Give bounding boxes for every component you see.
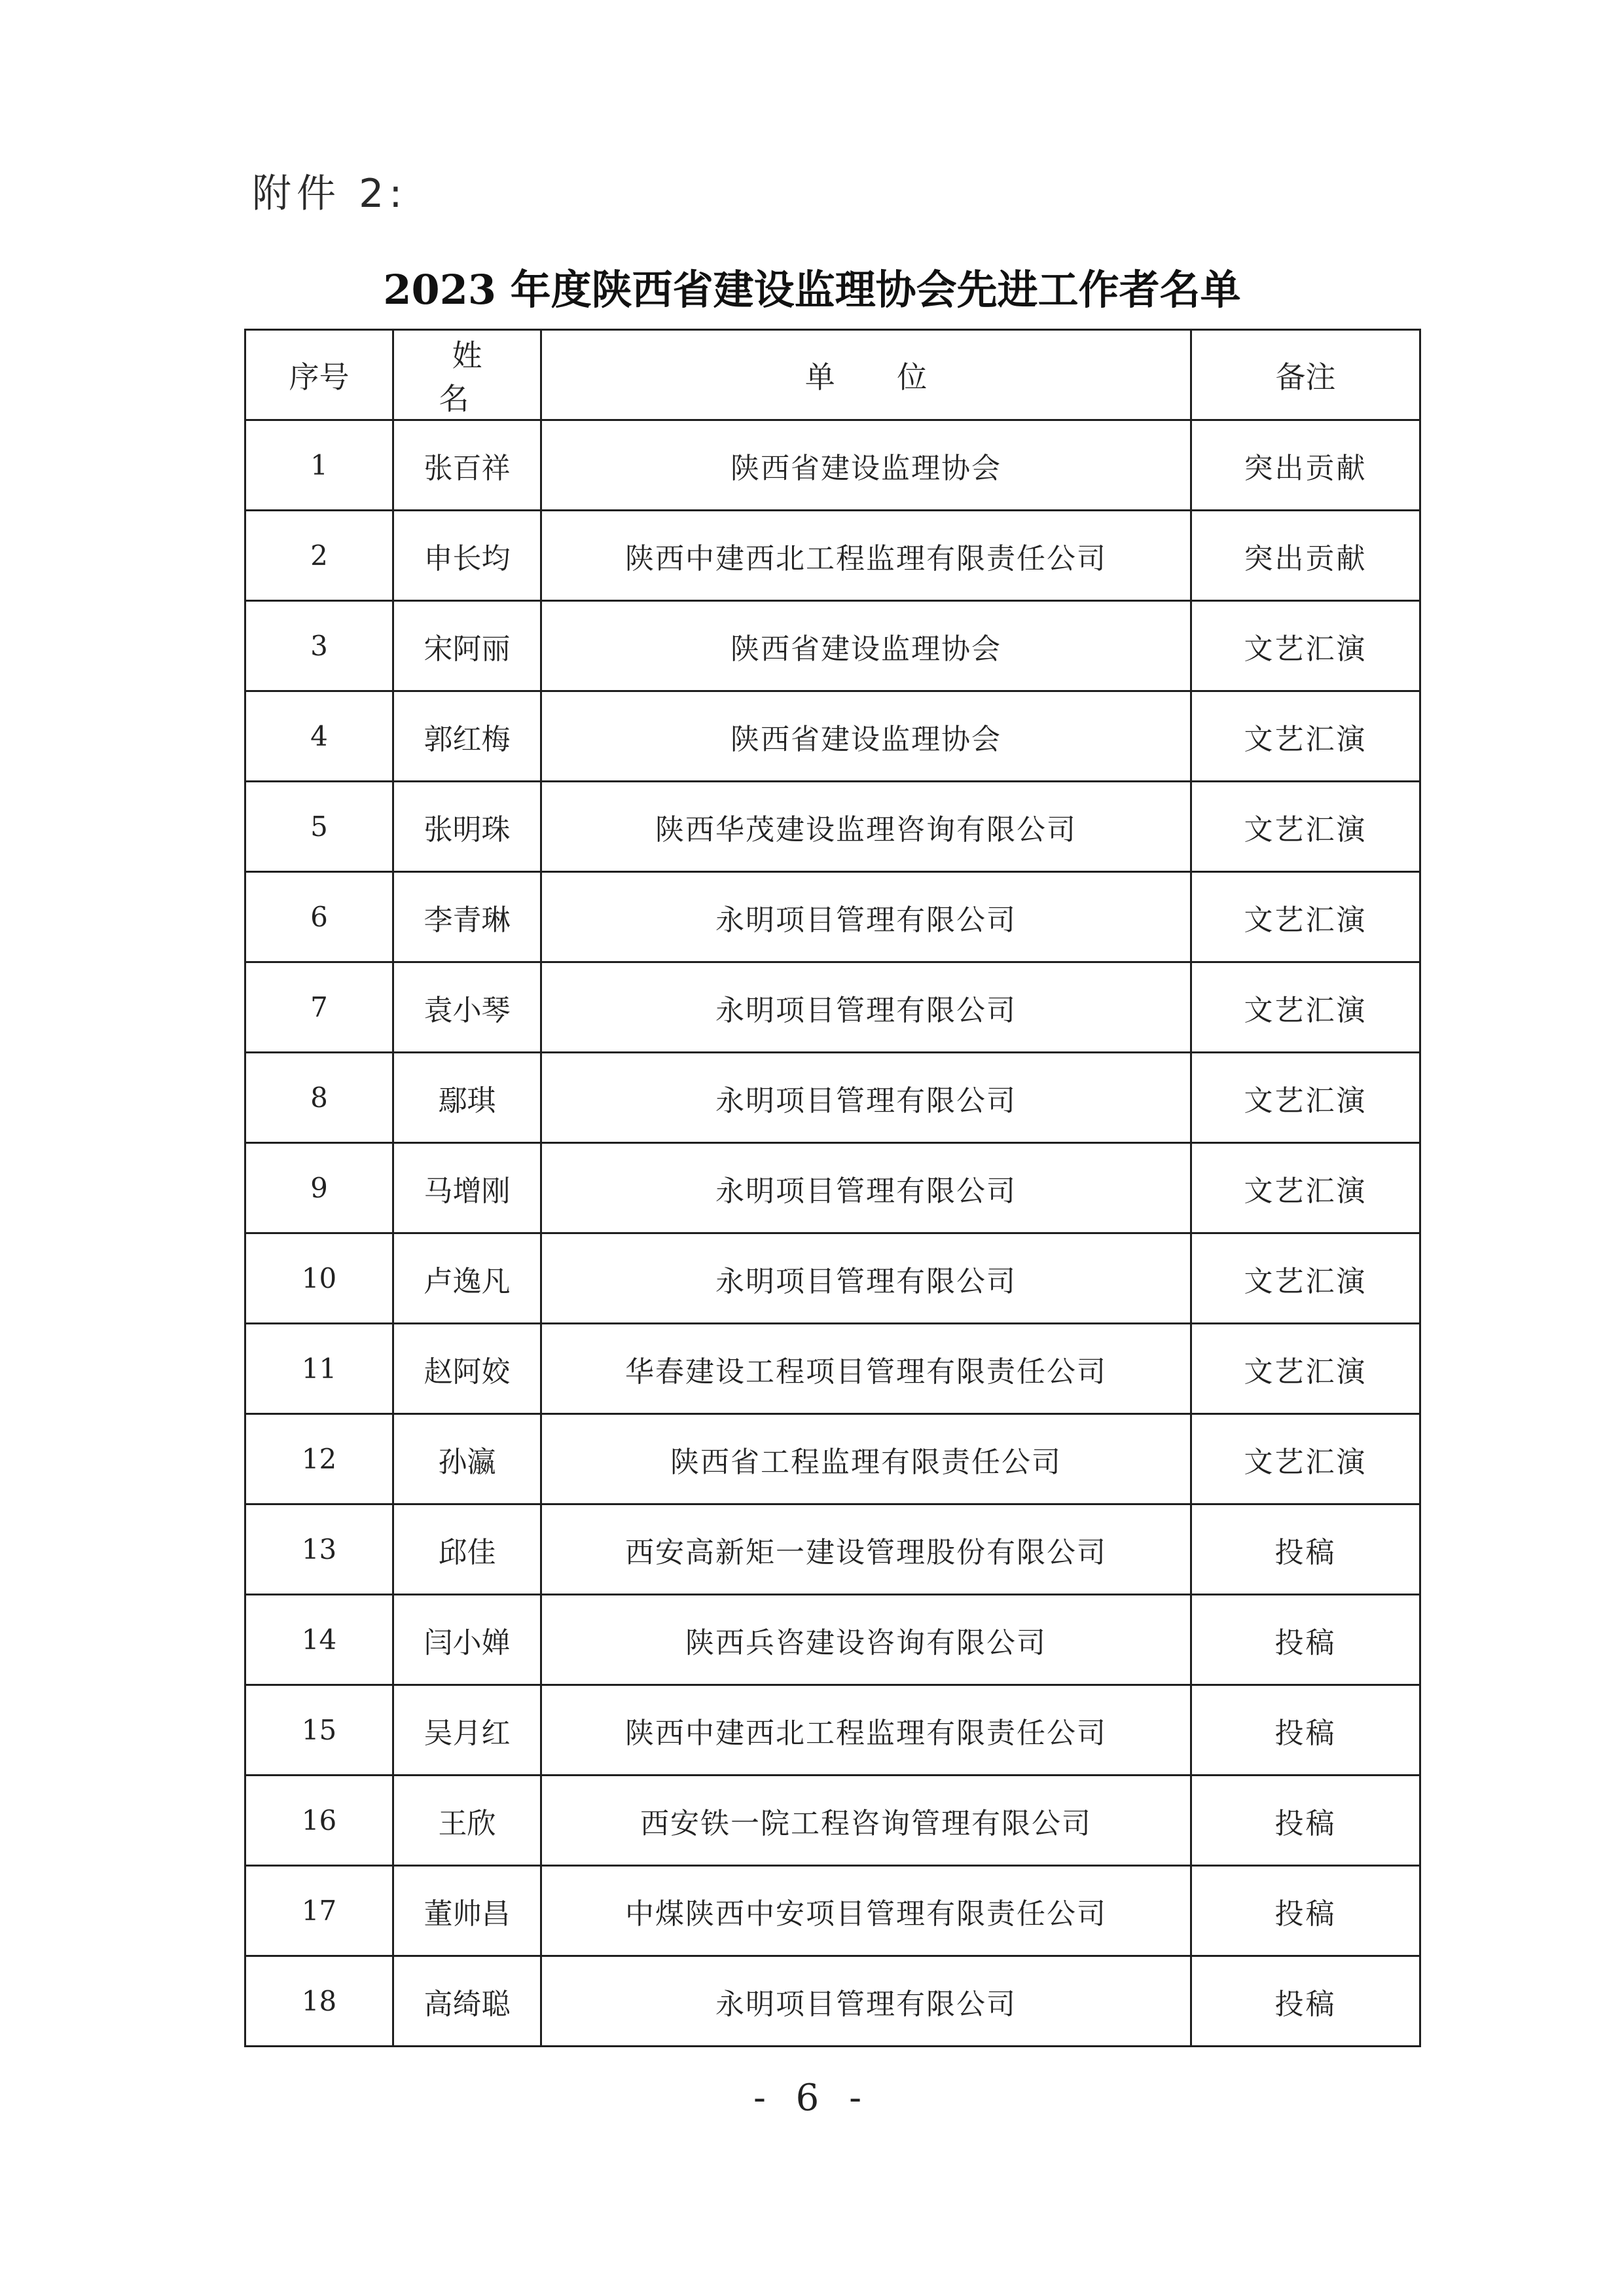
table-row bbox=[245, 1324, 1420, 1414]
cell-note: 文艺汇演 bbox=[1191, 1324, 1420, 1414]
cell-name: 张百祥 bbox=[393, 420, 541, 511]
cell-number: 13 bbox=[245, 1504, 393, 1595]
cell-unit: 陕西华茂建设监理咨询有限公司 bbox=[541, 782, 1191, 872]
cell-unit: 陕西省建设监理协会 bbox=[541, 691, 1191, 782]
cell-note: 投稿 bbox=[1191, 1595, 1420, 1685]
cell-note: 文艺汇演 bbox=[1191, 782, 1420, 872]
cell-unit: 华春建设工程项目管理有限责任公司 bbox=[541, 1324, 1191, 1414]
cell-number: 14 bbox=[245, 1595, 393, 1685]
cell-unit: 永明项目管理有限公司 bbox=[541, 1053, 1191, 1143]
cell-note: 投稿 bbox=[1191, 1685, 1420, 1776]
table-row bbox=[245, 1143, 1420, 1233]
cell-number: 15 bbox=[245, 1685, 393, 1776]
cell-note: 文艺汇演 bbox=[1191, 691, 1420, 782]
cell-unit: 永明项目管理有限公司 bbox=[541, 1143, 1191, 1233]
cell-name: 赵阿姣 bbox=[393, 1324, 541, 1414]
attachment-label: 附件 2: bbox=[252, 171, 408, 217]
cell-unit: 陕西中建西北工程监理有限责任公司 bbox=[541, 511, 1191, 601]
cell-note: 文艺汇演 bbox=[1191, 1143, 1420, 1233]
table-row bbox=[245, 1866, 1420, 1956]
cell-name: 申长均 bbox=[393, 511, 541, 601]
header-row bbox=[245, 330, 1420, 420]
cell-note: 投稿 bbox=[1191, 1866, 1420, 1956]
cell-number: 6 bbox=[245, 872, 393, 962]
cell-name: 王欣 bbox=[393, 1776, 541, 1866]
advanced-workers-table bbox=[244, 329, 1421, 2047]
cell-name: 邱佳 bbox=[393, 1504, 541, 1595]
cell-number: 4 bbox=[245, 691, 393, 782]
cell-unit: 陕西兵咨建设咨询有限公司 bbox=[541, 1595, 1191, 1685]
cell-name: 卢逸凡 bbox=[393, 1233, 541, 1324]
table-row bbox=[245, 1685, 1420, 1776]
cell-number: 17 bbox=[245, 1866, 393, 1956]
cell-unit: 永明项目管理有限公司 bbox=[541, 1233, 1191, 1324]
cell-unit: 西安铁一院工程咨询管理有限公司 bbox=[541, 1776, 1191, 1866]
cell-note: 文艺汇演 bbox=[1191, 1414, 1420, 1504]
cell-number: 1 bbox=[245, 420, 393, 511]
column-header-note: 备注 bbox=[1191, 330, 1420, 420]
cell-number: 9 bbox=[245, 1143, 393, 1233]
cell-unit: 陕西中建西北工程监理有限责任公司 bbox=[541, 1685, 1191, 1776]
table-row bbox=[245, 782, 1420, 872]
cell-note: 突出贡献 bbox=[1191, 511, 1420, 601]
cell-note: 突出贡献 bbox=[1191, 420, 1420, 511]
cell-name: 鄢琪 bbox=[393, 1053, 541, 1143]
cell-note: 文艺汇演 bbox=[1191, 962, 1420, 1053]
column-header-number: 序号 bbox=[245, 330, 393, 420]
column-header-name: 姓 名 bbox=[393, 330, 541, 420]
cell-name: 张明珠 bbox=[393, 782, 541, 872]
cell-note: 投稿 bbox=[1191, 1504, 1420, 1595]
table-row bbox=[245, 601, 1420, 691]
cell-note: 文艺汇演 bbox=[1191, 1233, 1420, 1324]
cell-unit: 陕西省建设监理协会 bbox=[541, 601, 1191, 691]
table-row bbox=[245, 1414, 1420, 1504]
cell-number: 11 bbox=[245, 1324, 393, 1414]
cell-name: 袁小琴 bbox=[393, 962, 541, 1053]
cell-name: 高绮聪 bbox=[393, 1956, 541, 2047]
cell-number: 5 bbox=[245, 782, 393, 872]
table-row bbox=[245, 1776, 1420, 1866]
cell-unit: 西安高新矩一建设管理股份有限公司 bbox=[541, 1504, 1191, 1595]
cell-note: 投稿 bbox=[1191, 1956, 1420, 2047]
cell-note: 文艺汇演 bbox=[1191, 1053, 1420, 1143]
table-row bbox=[245, 691, 1420, 782]
cell-number: 2 bbox=[245, 511, 393, 601]
cell-number: 12 bbox=[245, 1414, 393, 1504]
cell-number: 16 bbox=[245, 1776, 393, 1866]
table-row bbox=[245, 511, 1420, 601]
cell-name: 宋阿丽 bbox=[393, 601, 541, 691]
cell-number: 18 bbox=[245, 1956, 393, 2047]
cell-unit: 陕西省建设监理协会 bbox=[541, 420, 1191, 511]
cell-name: 吴月红 bbox=[393, 1685, 541, 1776]
table-row bbox=[245, 1233, 1420, 1324]
page-number: - 6 - bbox=[753, 2077, 871, 2119]
cell-name: 李青琳 bbox=[393, 872, 541, 962]
cell-number: 8 bbox=[245, 1053, 393, 1143]
cell-name: 马增刚 bbox=[393, 1143, 541, 1233]
table-row bbox=[245, 1956, 1420, 2047]
cell-name: 董帅昌 bbox=[393, 1866, 541, 1956]
cell-note: 投稿 bbox=[1191, 1776, 1420, 1866]
table-row bbox=[245, 872, 1420, 962]
cell-name: 郭红梅 bbox=[393, 691, 541, 782]
cell-unit: 中煤陕西中安项目管理有限责任公司 bbox=[541, 1866, 1191, 1956]
table-row bbox=[245, 1504, 1420, 1595]
page-title: 2023 年度陕西省建设监理协会先进工作者名单 bbox=[383, 266, 1241, 314]
cell-note: 文艺汇演 bbox=[1191, 872, 1420, 962]
cell-number: 7 bbox=[245, 962, 393, 1053]
cell-unit: 永明项目管理有限公司 bbox=[541, 872, 1191, 962]
table-row bbox=[245, 1053, 1420, 1143]
column-header-unit: 单 位 bbox=[541, 330, 1191, 420]
table-row bbox=[245, 1595, 1420, 1685]
cell-unit: 陕西省工程监理有限责任公司 bbox=[541, 1414, 1191, 1504]
table-header bbox=[245, 330, 1420, 420]
table-row bbox=[245, 420, 1420, 511]
cell-number: 10 bbox=[245, 1233, 393, 1324]
cell-number: 3 bbox=[245, 601, 393, 691]
cell-name: 孙瀛 bbox=[393, 1414, 541, 1504]
table-row bbox=[245, 962, 1420, 1053]
cell-name: 闫小婵 bbox=[393, 1595, 541, 1685]
table-body bbox=[245, 420, 1420, 2047]
cell-unit: 永明项目管理有限公司 bbox=[541, 1956, 1191, 2047]
cell-unit: 永明项目管理有限公司 bbox=[541, 962, 1191, 1053]
cell-note: 文艺汇演 bbox=[1191, 601, 1420, 691]
